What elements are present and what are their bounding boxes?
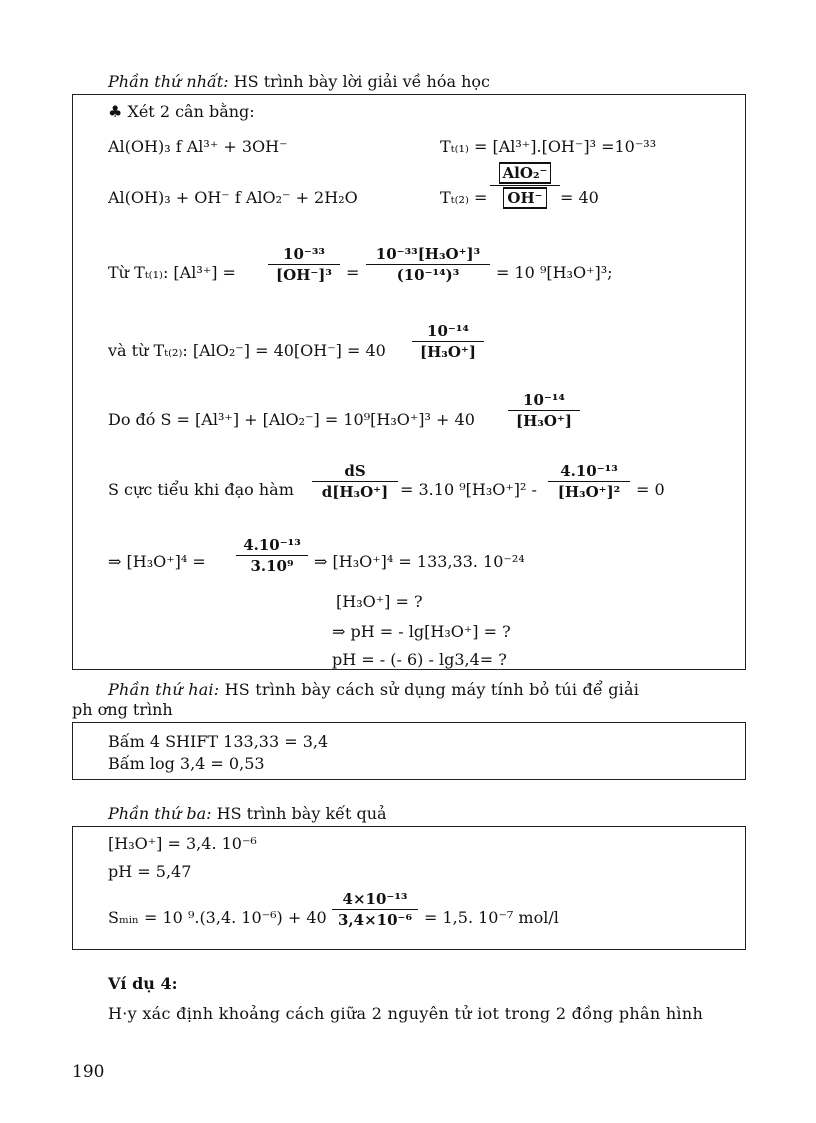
- equation-2: Al(OH)₃ + OH⁻ f AlO₂⁻ + 2H₂O: [108, 188, 358, 207]
- line3-result: = 10 ⁹[H₃O⁺]³;: [496, 263, 613, 282]
- line8: [H₃O⁺] = ?: [336, 592, 423, 611]
- line3-prefix: Từ Tₜ₍₁₎: [Al³⁺] =: [108, 263, 236, 282]
- part1-heading: [108, 72, 490, 91]
- part1-box: [72, 94, 746, 670]
- line3-fraction-1: 10⁻³³ [OH⁻]³: [268, 245, 340, 284]
- line7-prefix: ⇒ [H₃O⁺]⁴ =: [108, 552, 206, 571]
- part3-text: HS trình bày kết quả: [216, 804, 387, 823]
- part3-label: Phần thứ ba:: [108, 804, 212, 823]
- part2-heading: [108, 680, 746, 699]
- line7-fraction: 4.10⁻¹³ 3.10⁹: [236, 536, 308, 575]
- line10: pH = - (- 6) - lg3,4= ?: [332, 650, 507, 669]
- line6-fraction-2: 4.10⁻¹³ [H₃O⁺]²: [548, 462, 630, 501]
- part1-text: HS trình bày lời giải về hóa học: [233, 72, 490, 91]
- example-title: Ví dụ 4:: [108, 974, 178, 993]
- part2-line2: Bấm log 3,4 = 0,53: [108, 754, 265, 773]
- equation-2-fraction: AlO₂⁻ OH⁻: [490, 162, 560, 209]
- line4-fraction: 10⁻¹⁴ [H₃O⁺]: [412, 322, 484, 361]
- example-text: H·y xác định khoảng cách giữa 2 nguyên tử iot trong 2 đồng phân hình: [108, 1004, 704, 1023]
- part2-text: HS trình bày cách sử dụng máy tính bỏ túi để giải: [224, 680, 640, 699]
- line5-fraction: 10⁻¹⁴ [H₃O⁺]: [508, 391, 580, 430]
- line3-equals: =: [346, 263, 360, 282]
- line9: ⇒ pH = - lg[H₃O⁺] = ?: [332, 622, 511, 641]
- part1-label: Phần thứ nhất:: [108, 72, 229, 91]
- club-icon: ♣: [108, 102, 123, 121]
- equation-1-constant: Tₜ₍₁₎ = [Al³⁺].[OH⁻]³ =10⁻³³: [440, 137, 657, 156]
- part2-line1: Bấm 4 SHIFT 133,33 = 3,4: [108, 732, 329, 751]
- line7-result: ⇒ [H₃O⁺]⁴ = 133,33. 10⁻²⁴: [314, 552, 525, 571]
- part3-fraction: 4×10⁻¹³ 3,4×10⁻⁶: [332, 890, 418, 929]
- line6-fraction-1: dS d[H₃O⁺]: [312, 462, 398, 501]
- line3-fraction-2: 10⁻³³[H₃O⁺]³ (10⁻¹⁴)³: [366, 245, 490, 284]
- part3-line1: [H₃O⁺] = 3,4. 10⁻⁶: [108, 834, 257, 853]
- line6-middle: = 3.10 ⁹[H₃O⁺]² -: [400, 480, 537, 499]
- part3-heading: [108, 804, 387, 823]
- part1-intro: ♣ Xét 2 cân bằng:: [108, 102, 255, 121]
- part2-label: Phần thứ hai:: [108, 680, 220, 699]
- line5-prefix: Do đó S = [Al³⁺] + [AlO₂⁻] = 10⁹[H₃O⁺]³ + 40: [108, 410, 475, 429]
- line4-prefix: và từ Tₜ₍₂₎: [AlO₂⁻] = 40[OH⁻] = 40: [108, 341, 386, 360]
- line6-result: = 0: [636, 480, 665, 499]
- line6-prefix: S cực tiểu khi đạo hàm: [108, 480, 294, 499]
- part3-line3-result: = 1,5. 10⁻⁷ mol/l: [424, 908, 559, 927]
- part3-line2: pH = 5,47: [108, 862, 192, 881]
- equation-1: Al(OH)₃ f Al³⁺ + 3OH⁻: [108, 137, 288, 156]
- page-number: 190: [72, 1062, 105, 1082]
- part3-line3-prefix: Sₘᵢₙ = 10 ⁹.(3,4. 10⁻⁶) + 40: [108, 908, 327, 927]
- part2-heading-continued: ph ơng trình: [72, 700, 173, 719]
- equation-2-result: = 40: [560, 188, 599, 207]
- equation-2-constant-prefix: Tₜ₍₂₎ =: [440, 188, 488, 207]
